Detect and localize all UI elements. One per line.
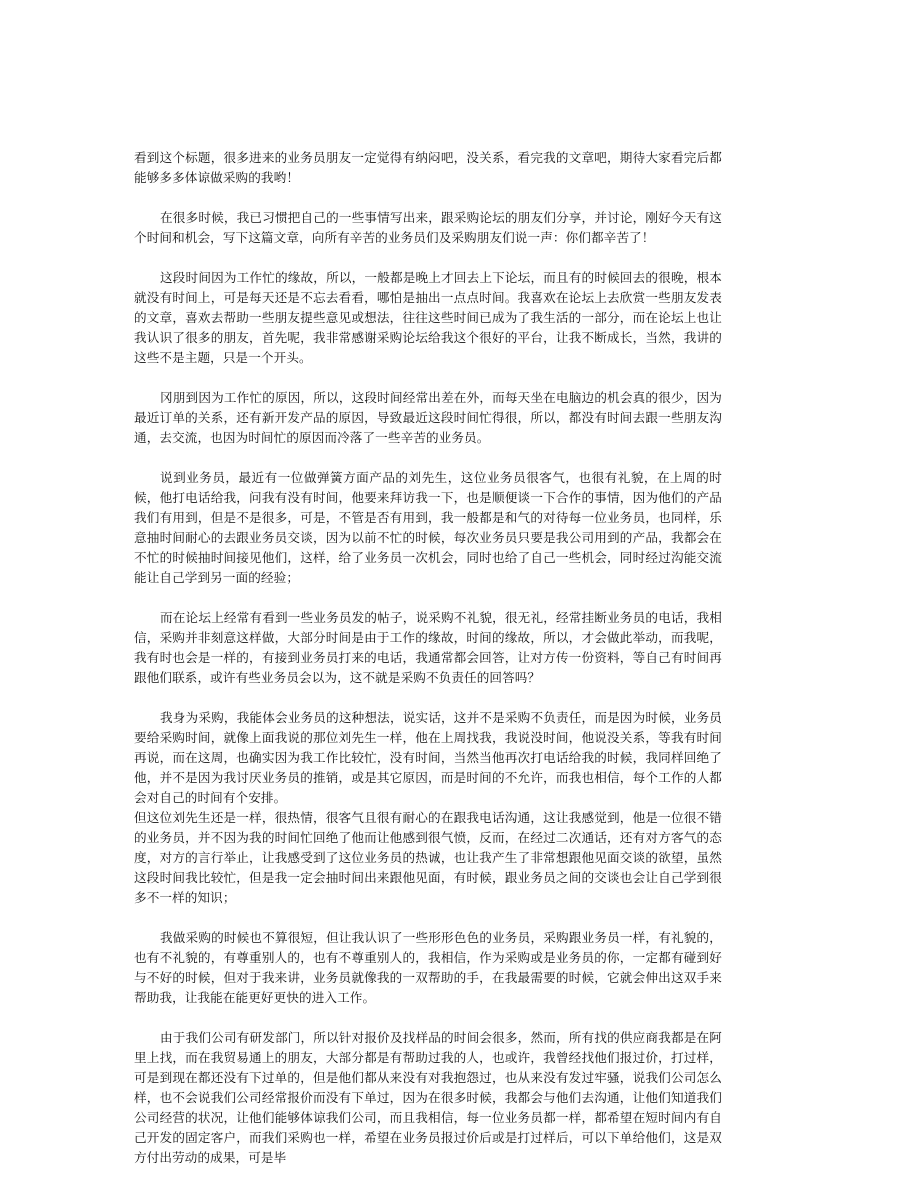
paragraph-rnd-department: 由于我们公司有研发部门，所以针对报价及找样品的时间会很多，然而，所有找的供应商我都是在阿里上找，而在我贸易通上的朋友，大部分都是有帮助过我的人，也或许，我曾经找他们报过价，打过样，可是到现在都还没有下过单的，但是他们都从来没有对我抱怨过，也从来没有发过牢骚，说我们公司怎么样，也不会说我们公司经常报价而没有下单过，因为在很多时候，我都会与他们去沟通，让他们知道我们公司经营的状况，让他们能够体谅我们公司，而且我相信，每一位业务员都一样，都希望在短时间内有自己开发的固定客户，而我们采购也一样，希望在业务员报过价后或是打过样后，可以下单给他们，这是双方付出劳动的成果，可是毕 [134, 1030, 722, 1165]
paragraph-forum-time: 这段时间因为工作忙的缘故，所以，一般都是晚上才回去上下论坛，而且有的时候回去的很晚，根本就没有时间上，可是每天还是不忘去看看，哪怕是抽出一点点时间。我喜欢在论坛上去欣赏一些朋友发表的文章，喜欢去帮助一些朋友提些意见或想法，往往这些时间已成为了我生活的一部分，而在论坛上也让我认识了很多的朋友，首先呢，我非常感谢采购论坛给我这个很好的平台，让我不断成长，当然，我讲的这些不是主题，只是一个开头。 [134, 270, 722, 365]
document-body [134, 148, 722, 1188]
paragraph-salesperson-liu: 说到业务员，最近有一位做弹簧方面产品的刘先生，这位业务员很客气，也很有礼貌，在上周的时候，他打电话给我，问我有没有时间，他要来拜访我一下，也是顺便谈一下合作的事情，因为他们的产品我们有用到，但是不是很多，可是，不管是否有用到，我一般都是和气的对待每一位业务员，也同样，乐意抽时间耐心的去跟业务员交谈，因为以前不忙的时候，每次业务员只要是我公司用到的产品，我都会在不忙的时候抽时间接见他们，这样，给了业务员一次机会，同时也给了自己一些机会，同时经过沟能交流能让自己学到另一面的经验； [134, 470, 722, 585]
paragraph-buyer-experience: 我做采购的时候也不算很短，但让我认识了一些形形色色的业务员，采购跟业务员一样，有礼貌的，也有不礼貌的，有尊重别人的，也有不尊重别人的，我相信，作为采购或是业务员的你，一定都有碰到好与不好的时候，但对于我来讲，业务员就像我的一双帮助的手，在我最需要的时候，它就会伸出这双手来帮助我，让我能在能更好更快的进入工作。 [134, 930, 722, 1005]
paragraph-busy-work: 冈朋到因为工作忙的原因，所以，这段时间经常出差在外，而每天坐在电脑边的机会真的很少，因为最近订单的关系，还有新开发产品的原因，导致最近这段时间忙得很，所以，都没有时间去跟一些朋友沟通，去交流，也因为时间忙的原因而冷落了一些辛苦的业务员。 [134, 390, 722, 445]
paragraph-intro: 看到这个标题，很多进来的业务员朋友一定觉得有纳闷吧，没关系，看完我的文章吧，期待大家看完后都能够多多体谅做采购的我哟！ [134, 150, 722, 185]
paragraph-liu-follow-up: 但这位刘先生还是一样，很热情，很客气且很有耐心的在跟我电话沟通，这让我感觉到，他是一位很不错的业务员，并不因为我的时间忙回绝了他而让他感到很气愤，反而，在经过二次通话，还有对方客气的态度，对方的言行举止，让我感受到了这位业务员的热诚，也让我产生了非常想跟他见面交谈的欲望，虽然这段时间我比较忙，但是我一定会抽时间出来跟他见面，有时候，跟业务员之间的交谈也会让自己学到很多不一样的知识； [134, 810, 722, 905]
paragraph-buyer-view: 我身为采购，我能体会业务员的这种想法，说实话，这并不是采购不负责任，而是因为时候，业务员要给采购时间，就像上面我说的那位刘先生一样，他在上周找我，我说没时间，他说没关系，等我有时间再说，而在这周，也确实因为我工作比较忙，没有时间，当然当他再次打电话给我的时候，我同样回绝了他，并不是因为我讨厌业务员的推销，或是其它原因，而是时间的不允许，而我也相信，每个工作的人都会对自己的时间有个安排。 [134, 710, 722, 805]
paragraph-sharing: 在很多时候，我已习惯把自己的一些事情写出来，跟采购论坛的朋友们分享，并讨论，刚好今天有这个时间和机会，写下这篇文章，向所有辛苦的业务员们及采购朋友们说一声：你们都辛苦了！ [134, 210, 722, 245]
paragraph-forum-posts: 而在论坛上经常有看到一些业务员发的帖子，说采购不礼貌，很无礼，经常挂断业务员的电话，我相信，采购并非刻意这样做，大部分时间是由于工作的缘故，时间的缘故，所以，才会做此举动，而我呢，我有时也会是一样的，有接到业务员打来的电话，我通常都会回答，让对方传一份资料，等自己有时间再跟他们联系，或许有些业务员会以为，这不就是采购不负责任的回答吗？ [134, 610, 722, 685]
